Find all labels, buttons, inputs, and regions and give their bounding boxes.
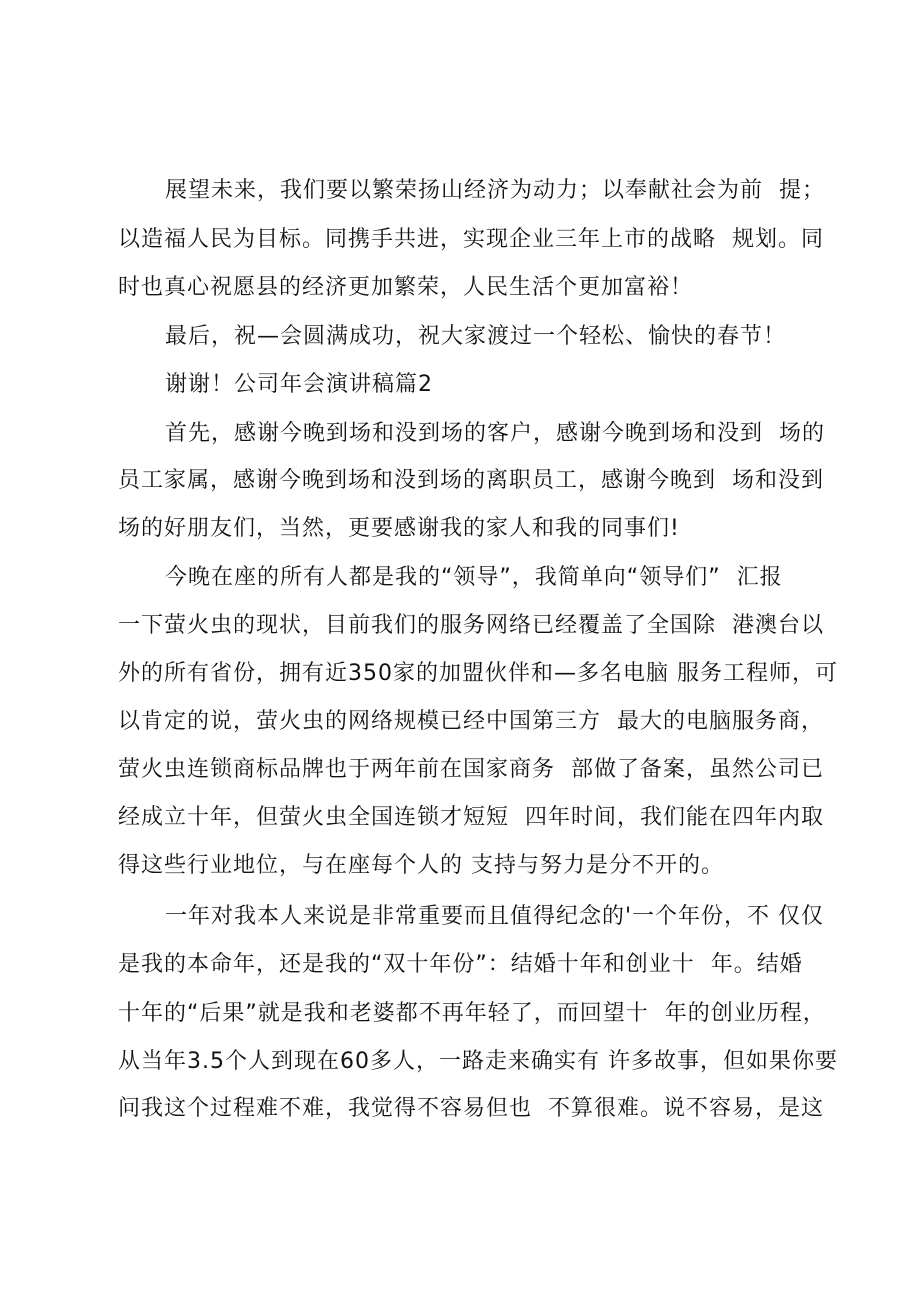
text-line: 一年对我本人来说是非常重要而且值得纪念的'一个年份，不 仅仅 <box>165 904 825 929</box>
text-line: 场的好朋友们，当然，更要感谢我的家人和我的同事们! <box>118 516 680 541</box>
text-line: 最后，祝—会圆满成功，祝大家渡过一个轻松、愉快的春节！ <box>165 324 787 349</box>
text-line: 得这些行业地位，与在座每个人的 支持与努力是分不开的。 <box>118 853 724 878</box>
text-line: 一下萤火虫的现状，目前我们的服务网络已经覆盖了全国除 港澳台以 <box>118 613 824 638</box>
text-line: 以肯定的说，萤火虫的网络规模已经中国第三方 最大的电脑服务商， <box>118 709 824 734</box>
section-heading: 谢谢！公司年会演讲稿篇2 <box>165 372 433 397</box>
text-line: 从当年3.5个人到现在60多人，一路走来确实有 许多故事，但如果你要 <box>118 1049 838 1074</box>
text-line: 外的所有省份，拥有近350家的加盟伙伴和—多名电脑 服务工程师，可 <box>118 661 838 686</box>
text-line: 萤火虫连锁商标品牌也于两年前在国家商务 部做了备案，虽然公司已 <box>118 757 824 782</box>
text-line: 展望未来，我们要以繁荣扬山经济为动力；以奉献社会为前 提； <box>165 178 825 203</box>
text-line: 以造福人民为目标。同携手共进，实现企业三年上市的战略 规划。同 <box>118 227 824 252</box>
text-line: 是我的本命年，还是我的“双十年份”：结婚十年和创业十 年。结婚 <box>118 952 803 977</box>
text-line: 今晚在座的所有人都是我的“领导”，我简单向“领导们” 汇报 <box>165 565 783 590</box>
text-line: 十年的“后果”就是我和老婆都不再年轻了，而回望十 年的创业历程， <box>118 1001 826 1026</box>
text-line: 问我这个过程难不难，我觉得不容易但也 不算很难。说不容易，是这 <box>118 1096 824 1121</box>
text-line: 首先，感谢今晚到场和没到场的客户，感谢今晚到场和没到 场的 <box>165 421 825 446</box>
text-line: 时也真心祝愿县的经济更加繁荣，人民生活个更加富裕！ <box>118 275 694 300</box>
text-line: 经成立十年，但萤火虫全国连锁才短短 四年时间，我们能在四年内取 <box>118 805 824 830</box>
text-line: 员工家属，感谢今晚到场和没到场的离职员工，感谢今晚到 场和没到 <box>118 468 824 493</box>
